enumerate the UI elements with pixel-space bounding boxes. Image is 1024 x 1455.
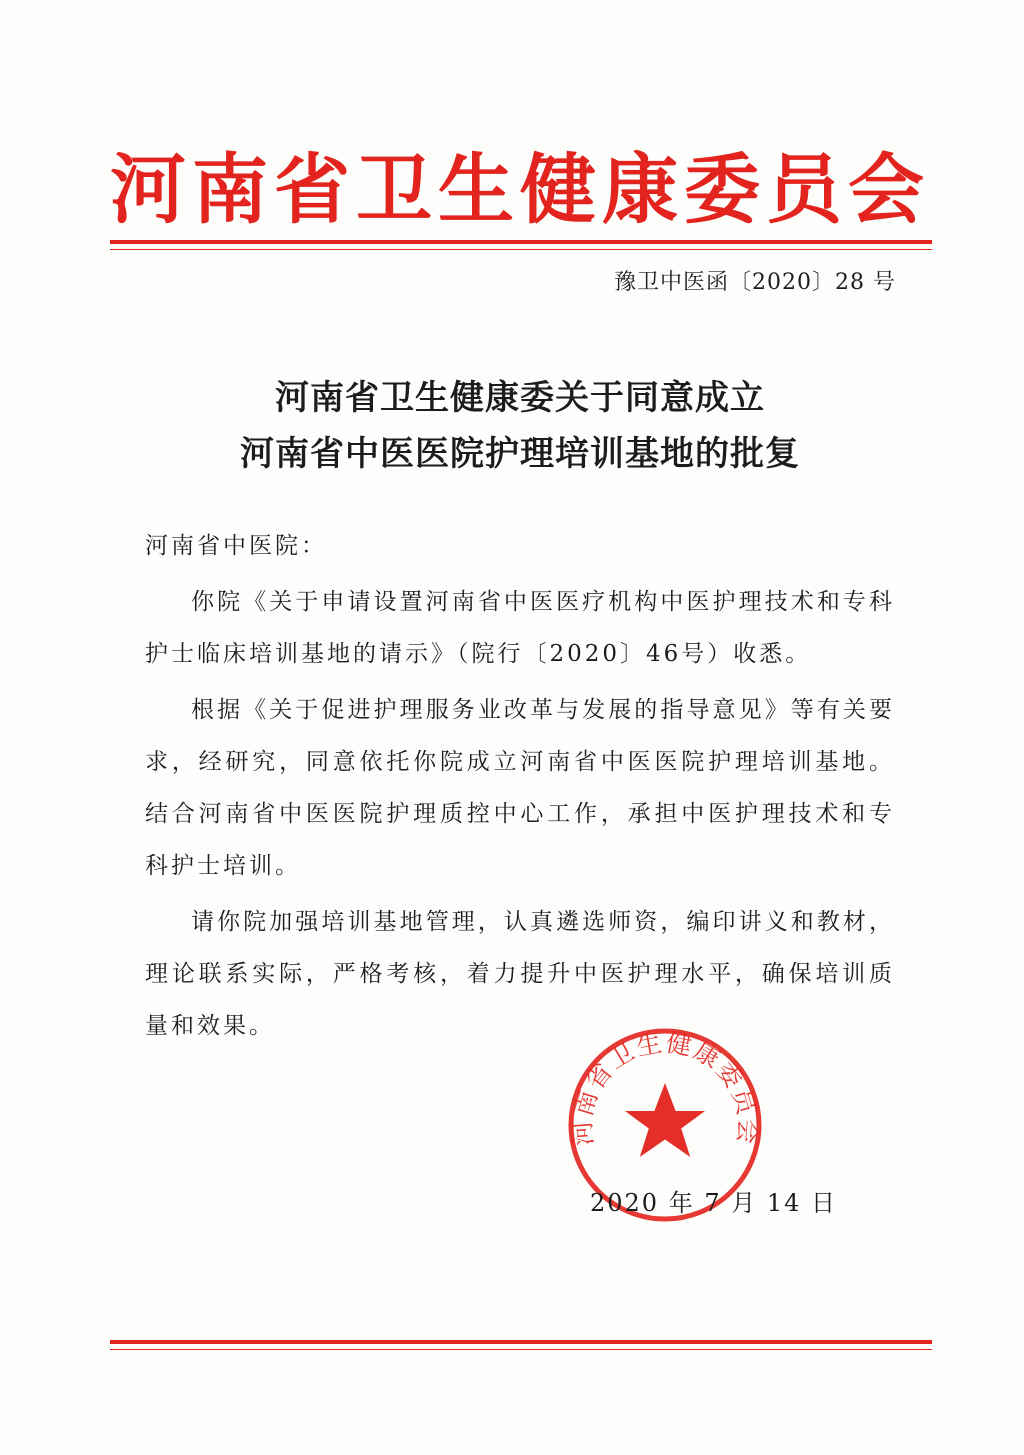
body-paragraph-2: 根据《关于促进护理服务业改革与发展的指导意见》等有关要求，经研究，同意依托你院成立河南省中医医院护理培训基地。结合河南省中医医院护理质控中心工作，承担中医护理技术和专科护士培训。	[145, 697, 895, 879]
title-line-1: 河南省卫生健康委关于同意成立	[275, 378, 765, 418]
seal-text: 河南省卫生健康委员会	[567, 1028, 763, 1147]
body-paragraph-3: 请你院加强培训基地管理，认真遴选师资，编印讲义和教材，理论联系实际，严格考核，着力提升中医护理水平，确保培训质量和效果。	[145, 909, 895, 1039]
masthead-title: 河南省卫生健康委员会	[110, 145, 930, 234]
footer-rule-thick	[110, 1340, 932, 1344]
header-rule-thick	[110, 240, 932, 244]
body-paragraph-1: 你院《关于申请设置河南省中医医疗机构中医护理技术和专科护士临床培训基地的请示》（院行〔2020〕46号）收悉。	[145, 589, 895, 667]
document-body	[145, 520, 895, 1052]
document-title	[110, 370, 930, 482]
document-number: 豫卫中医函〔2020〕28 号	[614, 270, 896, 295]
footer-rule-thin	[110, 1349, 932, 1350]
document-date: 2020 年 7 月 14 日	[590, 1189, 838, 1217]
header-rule-thin	[110, 249, 932, 250]
salutation: 河南省中医院：	[145, 533, 327, 559]
star-icon	[625, 1083, 705, 1157]
title-line-2: 河南省中医医院护理培训基地的批复	[240, 434, 800, 474]
